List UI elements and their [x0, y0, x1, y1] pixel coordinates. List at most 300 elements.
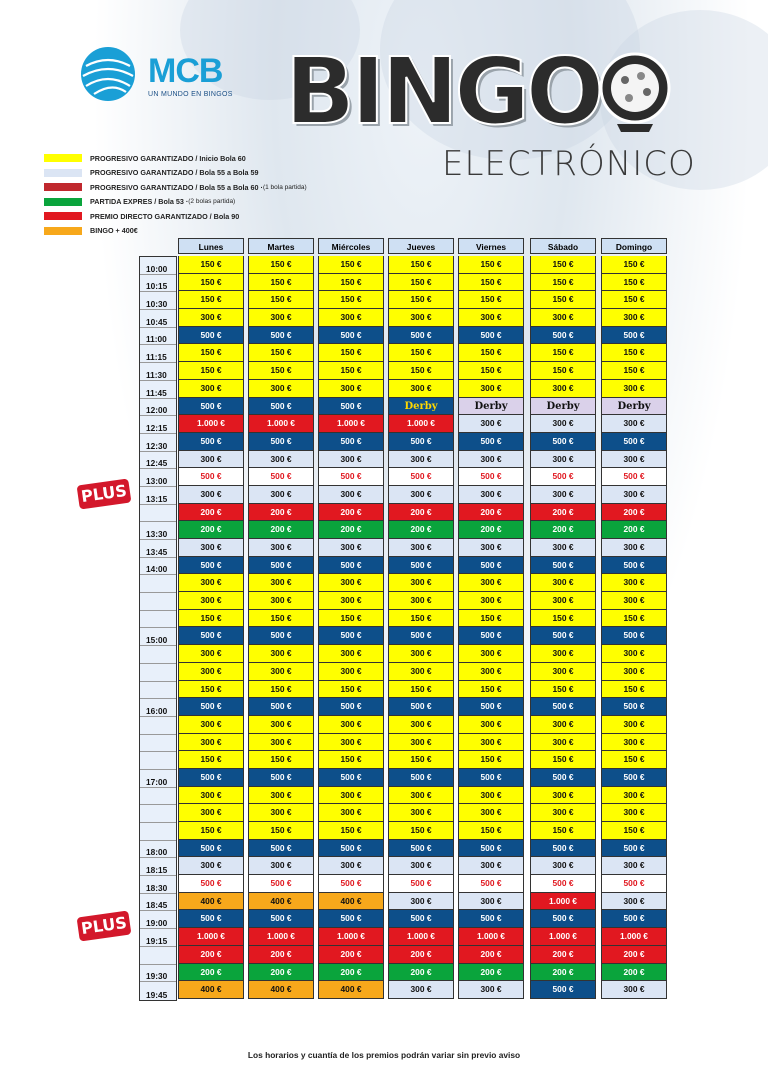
- prize-cell: 300 €: [178, 574, 244, 592]
- prize-cell: 200 €: [388, 946, 454, 964]
- prize-cell: 150 €: [530, 681, 596, 699]
- prize-cell: 300 €: [318, 592, 384, 610]
- prize-cell: 200 €: [178, 946, 244, 964]
- prize-cell: 500 €: [248, 627, 314, 645]
- prize-cell: 1.000 €: [530, 928, 596, 946]
- day-header: Miércoles: [318, 238, 384, 254]
- prize-cell: 500 €: [530, 698, 596, 716]
- prize-cell: 300 €: [530, 787, 596, 805]
- prize-cell: Derby: [458, 398, 524, 416]
- hour-label: 13:00: [140, 469, 176, 487]
- legend-swatch: [44, 198, 82, 206]
- legend-swatch: [44, 154, 82, 162]
- hour-label: 10:30: [140, 292, 176, 310]
- prize-cell: 150 €: [530, 822, 596, 840]
- prize-cell: 300 €: [318, 734, 384, 752]
- prize-cell: 300 €: [318, 486, 384, 504]
- prize-cell: 500 €: [178, 840, 244, 858]
- prize-cell: 500 €: [458, 910, 524, 928]
- prize-cell: 300 €: [388, 734, 454, 752]
- prize-cell: 300 €: [530, 716, 596, 734]
- prize-cell: 300 €: [318, 787, 384, 805]
- prize-cell: 300 €: [458, 804, 524, 822]
- prize-cell: 300 €: [530, 592, 596, 610]
- hour-label: [140, 575, 176, 593]
- prize-cell: 500 €: [318, 875, 384, 893]
- prize-cell: 300 €: [248, 645, 314, 663]
- prize-cell: 1.000 €: [530, 893, 596, 911]
- prize-cell: 150 €: [388, 291, 454, 309]
- hour-column: [139, 256, 177, 1001]
- prize-cell: 300 €: [458, 539, 524, 557]
- prize-cell: 150 €: [318, 822, 384, 840]
- prize-cell: 300 €: [248, 486, 314, 504]
- prize-cell: 150 €: [318, 362, 384, 380]
- day-header: Sábado: [530, 238, 596, 254]
- title-sub: ELECTRÓNICO: [442, 144, 696, 184]
- prize-cell: 300 €: [530, 663, 596, 681]
- prize-cell: 150 €: [530, 362, 596, 380]
- prize-cell: 500 €: [458, 468, 524, 486]
- prize-cell: 200 €: [530, 504, 596, 522]
- prize-cell: 150 €: [530, 344, 596, 362]
- hour-label: 14:00: [140, 558, 176, 576]
- prize-cell: 150 €: [388, 822, 454, 840]
- prize-cell: 150 €: [388, 751, 454, 769]
- prize-cell: 300 €: [388, 645, 454, 663]
- prize-cell: 300 €: [458, 645, 524, 663]
- prize-cell: 500 €: [458, 627, 524, 645]
- legend-swatch: [44, 212, 82, 220]
- hour-label: 18:30: [140, 876, 176, 894]
- prize-cell: 300 €: [458, 663, 524, 681]
- day-header: Lunes: [178, 238, 244, 254]
- prize-cell: 500 €: [601, 769, 667, 787]
- prize-cell: 400 €: [318, 981, 384, 999]
- prize-cell: 300 €: [530, 451, 596, 469]
- prize-cell: 500 €: [178, 910, 244, 928]
- hour-label: 11:15: [140, 345, 176, 363]
- prize-cell: 300 €: [458, 734, 524, 752]
- hour-label: 12:00: [140, 399, 176, 417]
- prize-cell: 300 €: [601, 592, 667, 610]
- hour-label: 12:15: [140, 416, 176, 434]
- prize-cell: 150 €: [178, 610, 244, 628]
- legend-item: [44, 180, 307, 194]
- hour-label: 11:30: [140, 363, 176, 381]
- plus-badge: PLUS: [77, 478, 132, 509]
- prize-cell: 150 €: [178, 681, 244, 699]
- prize-cell: 300 €: [601, 645, 667, 663]
- prize-cell: 500 €: [601, 327, 667, 345]
- prize-cell: 300 €: [458, 380, 524, 398]
- prize-cell: 150 €: [178, 822, 244, 840]
- prize-cell: 300 €: [530, 309, 596, 327]
- prize-cell: 300 €: [388, 592, 454, 610]
- prize-cell: 200 €: [178, 964, 244, 982]
- hour-label: 10:00: [140, 257, 176, 275]
- prize-cell: 150 €: [248, 751, 314, 769]
- prize-cell: 150 €: [388, 256, 454, 274]
- prize-cell: 300 €: [458, 787, 524, 805]
- prize-cell: 150 €: [388, 362, 454, 380]
- prize-cell: 300 €: [530, 539, 596, 557]
- prize-cell: 300 €: [248, 663, 314, 681]
- prize-cell: 300 €: [601, 309, 667, 327]
- prize-cell: 1.000 €: [178, 928, 244, 946]
- prize-cell: 300 €: [601, 415, 667, 433]
- prize-cell: 300 €: [388, 309, 454, 327]
- legend-item: [44, 195, 307, 209]
- hour-label: [140, 593, 176, 611]
- prize-cell: 1.000 €: [388, 415, 454, 433]
- prize-cell: 200 €: [248, 521, 314, 539]
- prize-cell: 150 €: [530, 291, 596, 309]
- prize-cell: 300 €: [458, 592, 524, 610]
- prize-cell: 500 €: [530, 840, 596, 858]
- prize-cell: 500 €: [178, 327, 244, 345]
- prize-cell: 300 €: [178, 592, 244, 610]
- legend-note: (2 bolas partida): [188, 198, 236, 205]
- hour-label: 19:45: [146, 989, 168, 1000]
- legend-label: PARTIDA EXPRES / Bola 53 ·: [90, 197, 189, 206]
- prize-cell: 150 €: [248, 610, 314, 628]
- prize-cell: 400 €: [178, 981, 244, 999]
- prize-cell: 300 €: [178, 663, 244, 681]
- hour-label: 19:00: [140, 911, 176, 929]
- prize-cell: 200 €: [178, 521, 244, 539]
- prize-cell: 500 €: [458, 557, 524, 575]
- prize-cell: 400 €: [248, 981, 314, 999]
- prize-cell: 150 €: [601, 274, 667, 292]
- prize-cell: 150 €: [178, 256, 244, 274]
- prize-cell: 200 €: [601, 964, 667, 982]
- prize-cell: 500 €: [388, 557, 454, 575]
- legend-item: [44, 209, 307, 223]
- hour-label: [140, 823, 176, 841]
- prize-cell: 500 €: [318, 433, 384, 451]
- prize-cell: 300 €: [388, 451, 454, 469]
- prize-cell: 500 €: [248, 557, 314, 575]
- prize-cell: 1.000 €: [318, 928, 384, 946]
- prize-cell: 500 €: [388, 769, 454, 787]
- prize-cell: 300 €: [248, 787, 314, 805]
- prize-cell: 150 €: [601, 256, 667, 274]
- prize-cell: 500 €: [601, 557, 667, 575]
- prize-cell: 150 €: [458, 362, 524, 380]
- prize-cell: 300 €: [458, 857, 524, 875]
- prize-cell: 150 €: [248, 344, 314, 362]
- prize-cell: 200 €: [388, 964, 454, 982]
- prize-cell: Derby: [388, 398, 454, 416]
- prize-cell: 300 €: [318, 380, 384, 398]
- hour-label: 19:15: [140, 929, 176, 947]
- legend-label: PROGRESIVO GARANTIZADO / Inicio Bola 60: [90, 153, 246, 163]
- prize-cell: 200 €: [318, 521, 384, 539]
- prize-cell: 300 €: [388, 981, 454, 999]
- prize-cell: 200 €: [178, 504, 244, 522]
- prize-cell: 150 €: [458, 274, 524, 292]
- prize-cell: 200 €: [318, 946, 384, 964]
- prize-cell: 150 €: [601, 610, 667, 628]
- prize-cell: 300 €: [601, 787, 667, 805]
- prize-cell: 300 €: [388, 574, 454, 592]
- prize-cell: 200 €: [601, 946, 667, 964]
- prize-cell: 150 €: [458, 681, 524, 699]
- prize-cell: 300 €: [248, 309, 314, 327]
- prize-cell: 500 €: [318, 398, 384, 416]
- legend-note: (1 bola partida): [262, 183, 307, 191]
- prize-cell: 500 €: [458, 769, 524, 787]
- prize-cell: 300 €: [388, 380, 454, 398]
- prize-cell: 150 €: [318, 344, 384, 362]
- hour-label: 12:30: [140, 434, 176, 452]
- prize-cell: 200 €: [458, 521, 524, 539]
- prize-cell: 300 €: [178, 645, 244, 663]
- prize-cell: 500 €: [530, 627, 596, 645]
- prize-cell: 300 €: [178, 804, 244, 822]
- hour-label: 17:00: [140, 770, 176, 788]
- prize-cell: 500 €: [601, 627, 667, 645]
- prize-cell: 300 €: [458, 415, 524, 433]
- prize-cell: 150 €: [318, 681, 384, 699]
- prize-cell: 500 €: [178, 468, 244, 486]
- prize-cell: 200 €: [248, 504, 314, 522]
- prize-cell: 150 €: [458, 291, 524, 309]
- prize-cell: 300 €: [530, 574, 596, 592]
- prize-cell: 300 €: [318, 663, 384, 681]
- prize-cell: 500 €: [178, 433, 244, 451]
- prize-cell: 500 €: [318, 468, 384, 486]
- hour-label: 18:45: [140, 894, 176, 912]
- prize-cell: 300 €: [388, 857, 454, 875]
- prize-cell: 300 €: [601, 574, 667, 592]
- prize-cell: 500 €: [178, 875, 244, 893]
- hour-label: 18:00: [140, 841, 176, 859]
- prize-cell: 300 €: [601, 734, 667, 752]
- prize-cell: 1.000 €: [458, 928, 524, 946]
- hour-label: 18:15: [140, 858, 176, 876]
- prize-cell: 500 €: [601, 875, 667, 893]
- prize-cell: 500 €: [458, 327, 524, 345]
- prize-cell: 300 €: [388, 663, 454, 681]
- mcb-logo: [78, 44, 268, 104]
- prize-cell: 200 €: [530, 964, 596, 982]
- day-column: [530, 238, 596, 999]
- prize-cell: 150 €: [318, 751, 384, 769]
- prize-cell: 300 €: [530, 380, 596, 398]
- prize-cell: 500 €: [178, 769, 244, 787]
- prize-cell: 300 €: [530, 486, 596, 504]
- prize-cell: 300 €: [458, 893, 524, 911]
- prize-cell: 150 €: [248, 822, 314, 840]
- prize-cell: 150 €: [388, 681, 454, 699]
- prize-cell: 1.000 €: [318, 415, 384, 433]
- logo-text: MCB: [148, 52, 223, 90]
- prize-cell: 500 €: [248, 327, 314, 345]
- prize-cell: 300 €: [318, 574, 384, 592]
- prize-cell: 300 €: [248, 380, 314, 398]
- prize-cell: 500 €: [318, 910, 384, 928]
- footer-note: Los horarios y cuantía de los premios podrán variar sin previo aviso: [247, 1050, 521, 1060]
- logo-tagline: UN MUNDO EN BINGOS: [148, 91, 233, 98]
- prize-cell: 150 €: [248, 274, 314, 292]
- prize-cell: 200 €: [318, 964, 384, 982]
- legend-swatch: [44, 227, 82, 235]
- prize-cell: 500 €: [388, 433, 454, 451]
- bingo-title: [285, 38, 685, 145]
- prize-cell: 150 €: [178, 362, 244, 380]
- title-main: BINGO: [285, 38, 601, 145]
- prize-cell: 200 €: [388, 521, 454, 539]
- prize-cell: 500 €: [248, 398, 314, 416]
- prize-cell: 300 €: [530, 804, 596, 822]
- prize-cell: 500 €: [530, 557, 596, 575]
- hour-label: 11:00: [140, 328, 176, 346]
- prize-cell: 500 €: [388, 468, 454, 486]
- prize-cell: 150 €: [318, 256, 384, 274]
- prize-cell: 300 €: [318, 716, 384, 734]
- hour-label: [140, 788, 176, 806]
- day-header: Martes: [248, 238, 314, 254]
- hour-label: [140, 664, 176, 682]
- prize-cell: 200 €: [530, 521, 596, 539]
- prize-cell: 150 €: [388, 274, 454, 292]
- prize-cell: 150 €: [601, 822, 667, 840]
- prize-cell: 500 €: [248, 769, 314, 787]
- prize-cell: 200 €: [530, 946, 596, 964]
- legend-label: PROGRESIVO GARANTIZADO / Bola 55 a Bola 60 ·: [90, 182, 263, 192]
- prize-cell: 500 €: [530, 433, 596, 451]
- prize-cell: 200 €: [248, 964, 314, 982]
- prize-cell: 500 €: [530, 981, 596, 999]
- prize-cell: 500 €: [178, 627, 244, 645]
- prize-cell: 300 €: [388, 539, 454, 557]
- prize-cell: 500 €: [601, 840, 667, 858]
- prize-cell: Derby: [530, 398, 596, 416]
- day-column: [458, 238, 524, 999]
- prize-cell: 300 €: [530, 734, 596, 752]
- prize-cell: 150 €: [601, 751, 667, 769]
- prize-cell: 1.000 €: [178, 415, 244, 433]
- hour-label: 12:45: [140, 452, 176, 470]
- prize-cell: 500 €: [318, 327, 384, 345]
- prize-cell: 150 €: [530, 610, 596, 628]
- prize-cell: 150 €: [318, 291, 384, 309]
- prize-cell: 500 €: [458, 875, 524, 893]
- prize-cell: 500 €: [248, 433, 314, 451]
- plus-badge: PLUS: [77, 910, 132, 941]
- prize-cell: 300 €: [248, 804, 314, 822]
- legend-label: PREMIO DIRECTO GARANTIZADO / Bola 90: [90, 211, 240, 221]
- day-column: [601, 238, 667, 999]
- prize-cell: 1.000 €: [248, 928, 314, 946]
- prize-cell: 500 €: [248, 840, 314, 858]
- prize-cell: 500 €: [458, 840, 524, 858]
- prize-cell: 500 €: [318, 698, 384, 716]
- prize-cell: 150 €: [178, 291, 244, 309]
- prize-cell: 150 €: [458, 256, 524, 274]
- prize-cell: 200 €: [458, 946, 524, 964]
- prize-cell: 500 €: [530, 468, 596, 486]
- prize-cell: 300 €: [178, 787, 244, 805]
- prize-cell: 150 €: [248, 256, 314, 274]
- prize-cell: 400 €: [248, 893, 314, 911]
- prize-cell: 500 €: [178, 698, 244, 716]
- legend: [44, 151, 307, 238]
- prize-cell: 300 €: [458, 309, 524, 327]
- prize-cell: 150 €: [601, 681, 667, 699]
- day-header: Domingo: [601, 238, 667, 254]
- prize-cell: 300 €: [601, 981, 667, 999]
- prize-cell: 500 €: [530, 910, 596, 928]
- prize-cell: 300 €: [178, 486, 244, 504]
- prize-cell: 500 €: [388, 840, 454, 858]
- prize-cell: 500 €: [388, 910, 454, 928]
- prize-cell: 500 €: [388, 627, 454, 645]
- prize-cell: 500 €: [318, 557, 384, 575]
- prize-cell: 1.000 €: [388, 928, 454, 946]
- prize-cell: 300 €: [388, 486, 454, 504]
- prize-cell: 150 €: [318, 274, 384, 292]
- prize-cell: 300 €: [248, 451, 314, 469]
- hour-label: 19:30: [140, 965, 176, 983]
- prize-cell: 500 €: [458, 698, 524, 716]
- prize-cell: 500 €: [178, 398, 244, 416]
- hour-label: [140, 805, 176, 823]
- day-column: [318, 238, 384, 999]
- prize-cell: 150 €: [178, 751, 244, 769]
- hour-label: [140, 735, 176, 753]
- prize-cell: 300 €: [248, 734, 314, 752]
- prize-cell: 300 €: [318, 309, 384, 327]
- hour-label: 15:00: [140, 628, 176, 646]
- prize-cell: 500 €: [388, 327, 454, 345]
- prize-cell: 200 €: [388, 504, 454, 522]
- prize-cell: 300 €: [248, 574, 314, 592]
- prize-cell: 300 €: [601, 663, 667, 681]
- prize-cell: 300 €: [178, 716, 244, 734]
- prize-cell: 150 €: [248, 291, 314, 309]
- prize-cell: 500 €: [248, 875, 314, 893]
- prize-cell: 300 €: [530, 415, 596, 433]
- prize-cell: 300 €: [318, 539, 384, 557]
- legend-label: PROGRESIVO GARANTIZADO / Bola 55 a Bola 59: [90, 168, 259, 177]
- prize-cell: 500 €: [530, 327, 596, 345]
- prize-cell: 150 €: [601, 362, 667, 380]
- prize-cell: 500 €: [601, 433, 667, 451]
- prize-cell: 300 €: [458, 574, 524, 592]
- prize-cell: 200 €: [458, 504, 524, 522]
- prize-cell: 300 €: [530, 857, 596, 875]
- prize-cell: 500 €: [601, 698, 667, 716]
- prize-cell: 150 €: [248, 362, 314, 380]
- prize-cell: 150 €: [178, 274, 244, 292]
- prize-cell: 300 €: [318, 857, 384, 875]
- legend-item: [44, 224, 307, 238]
- prize-cell: 1.000 €: [601, 928, 667, 946]
- prize-cell: 150 €: [388, 610, 454, 628]
- prize-cell: 1.000 €: [248, 415, 314, 433]
- legend-item: [44, 166, 307, 180]
- prize-cell: 200 €: [458, 964, 524, 982]
- prize-cell: 300 €: [388, 787, 454, 805]
- prize-cell: 200 €: [601, 504, 667, 522]
- hour-label: 11:45: [140, 381, 176, 399]
- prize-cell: 300 €: [601, 539, 667, 557]
- prize-cell: 150 €: [458, 751, 524, 769]
- prize-cell: 300 €: [601, 486, 667, 504]
